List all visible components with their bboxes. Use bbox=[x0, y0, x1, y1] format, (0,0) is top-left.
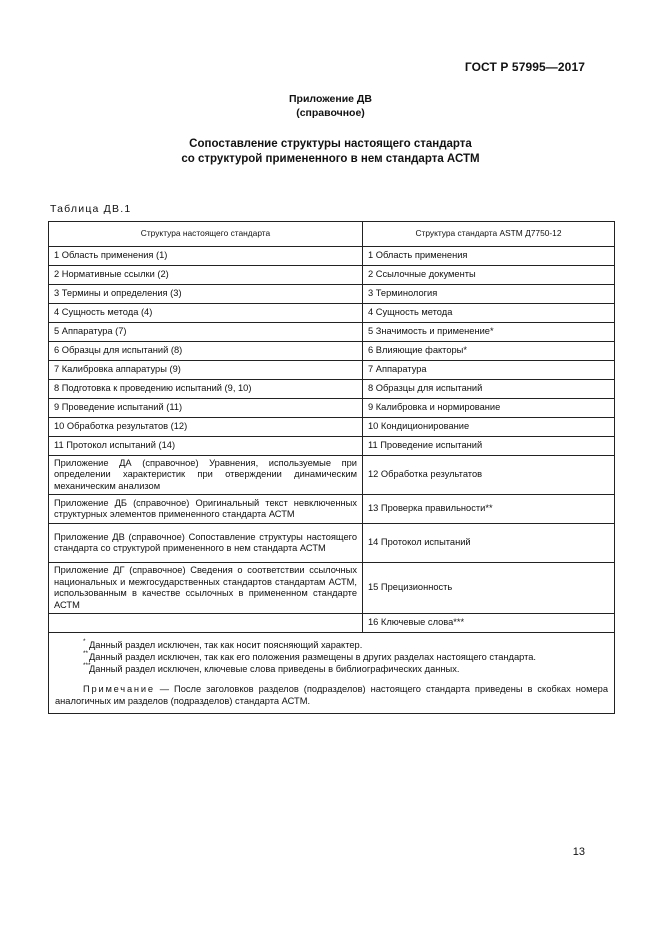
astm-section-cell: 4 Сущность метода bbox=[363, 304, 615, 323]
table-row bbox=[49, 247, 615, 266]
current-section-cell: 8 Подготовка к проведению испытаний (9, 10) bbox=[49, 380, 363, 399]
current-section-cell: 11 Протокол испытаний (14) bbox=[49, 437, 363, 456]
current-section-cell: 9 Проведение испытаний (11) bbox=[49, 399, 363, 418]
table-caption: Таблица ДВ.1 bbox=[50, 203, 132, 215]
column-header-current-standard: Структура настоящего стандарта bbox=[49, 222, 363, 247]
table-row bbox=[49, 342, 615, 361]
heading-line-2: со структурой примененного в нем стандарта АСТМ bbox=[181, 153, 480, 165]
table-notes-row bbox=[49, 633, 615, 714]
current-section-cell: 10 Обработка результатов (12) bbox=[49, 418, 363, 437]
astm-section-cell: 7 Аппаратура bbox=[363, 361, 615, 380]
current-section-cell bbox=[49, 614, 363, 633]
table-row bbox=[49, 304, 615, 323]
column-header-astm-standard: Структура стандарта ASTM Д7750-12 bbox=[363, 222, 615, 247]
table-row bbox=[49, 399, 615, 418]
table-row bbox=[49, 361, 615, 380]
footnote-mark: * bbox=[83, 638, 86, 645]
astm-section-cell: 1 Область применения bbox=[363, 247, 615, 266]
table-row bbox=[49, 563, 615, 614]
astm-section-cell: 3 Терминология bbox=[363, 285, 615, 304]
astm-section-cell: 16 Ключевые слова*** bbox=[363, 614, 615, 633]
astm-section-cell: 14 Протокол испытаний bbox=[363, 524, 615, 563]
appendix-header bbox=[0, 92, 661, 120]
astm-section-cell: 12 Обработка результатов bbox=[363, 456, 615, 495]
astm-section-cell: 6 Влияющие факторы* bbox=[363, 342, 615, 361]
appendix-title: Приложение ДВ bbox=[289, 93, 372, 105]
current-section-cell: 1 Область применения (1) bbox=[49, 247, 363, 266]
current-section-cell: 4 Сущность метода (4) bbox=[49, 304, 363, 323]
table-note bbox=[55, 683, 608, 707]
table-row bbox=[49, 524, 615, 563]
footnote-mark: ** bbox=[83, 650, 89, 657]
table-row bbox=[49, 614, 615, 633]
astm-section-cell: 11 Проведение испытаний bbox=[363, 437, 615, 456]
footnote bbox=[55, 639, 608, 651]
table-row bbox=[49, 495, 615, 524]
table-row bbox=[49, 323, 615, 342]
astm-section-cell: 8 Образцы для испытаний bbox=[363, 380, 615, 399]
footnote-text: Данный раздел исключен, так как его положения размещены в других разделах настоящего стандарта. bbox=[89, 652, 537, 662]
heading-line-1: Сопоставление структуры настоящего стандарта bbox=[189, 138, 472, 150]
structure-comparison-table bbox=[48, 221, 615, 714]
current-section-cell: 7 Калибровка аппаратуры (9) bbox=[49, 361, 363, 380]
appendix-subtitle: (справочное) bbox=[296, 107, 365, 119]
table-row bbox=[49, 285, 615, 304]
current-section-cell: 2 Нормативные ссылки (2) bbox=[49, 266, 363, 285]
current-section-cell: Приложение ДБ (справочное) Оригинальный текст невключенных структурных элементов примененного стандарта АСТМ bbox=[49, 495, 363, 524]
current-section-cell: Приложение ДВ (справочное) Сопоставление структуры настоящего стандарта со структурой примененного в нем стандарта АСТМ bbox=[49, 524, 363, 563]
astm-section-cell: 10 Кондиционирование bbox=[363, 418, 615, 437]
table-header-row bbox=[49, 222, 615, 247]
table-row bbox=[49, 418, 615, 437]
section-heading bbox=[0, 137, 661, 167]
table-notes-cell bbox=[49, 633, 615, 714]
current-section-cell: 5 Аппаратура (7) bbox=[49, 323, 363, 342]
table-row bbox=[49, 456, 615, 495]
note-text: — После заголовков разделов (подразделов) настоящего стандарта приведены в скобках номера аналогичных им разделов (подразделов) стандарта АСТМ. bbox=[55, 684, 608, 706]
footnote bbox=[55, 651, 608, 663]
astm-section-cell: 5 Значимость и применение* bbox=[363, 323, 615, 342]
current-section-cell: 3 Термины и определения (3) bbox=[49, 285, 363, 304]
current-section-cell: Приложение ДА (справочное) Уравнения, используемые при определении характеристик при отверждении динамическим механическим анализом bbox=[49, 456, 363, 495]
astm-section-cell: 9 Калибровка и нормирование bbox=[363, 399, 615, 418]
table-row bbox=[49, 437, 615, 456]
document-code: ГОСТ Р 57995—2017 bbox=[464, 60, 585, 74]
astm-section-cell: 15 Прецизионность bbox=[363, 563, 615, 614]
current-section-cell: 6 Образцы для испытаний (8) bbox=[49, 342, 363, 361]
note-label: Примечание bbox=[83, 684, 155, 694]
current-section-cell: Приложение ДГ (справочное) Сведения о соответствии ссылочных национальных и межгосударственных стандартов стандартам АСТМ, использованным в качестве ссылочных в примененном стандарте АСТМ bbox=[49, 563, 363, 614]
page-number: 13 bbox=[572, 846, 585, 858]
astm-section-cell: 2 Ссылочные документы bbox=[363, 266, 615, 285]
footnote-mark: *** bbox=[83, 662, 91, 669]
footnote bbox=[55, 663, 608, 675]
footnote-text: Данный раздел исключен, так как носит поясняющий характер. bbox=[89, 640, 363, 650]
astm-section-cell: 13 Проверка правильности** bbox=[363, 495, 615, 524]
table-row bbox=[49, 266, 615, 285]
footnote-text: Данный раздел исключен, ключевые слова приведены в библиографических данных. bbox=[89, 664, 460, 674]
table-row bbox=[49, 380, 615, 399]
